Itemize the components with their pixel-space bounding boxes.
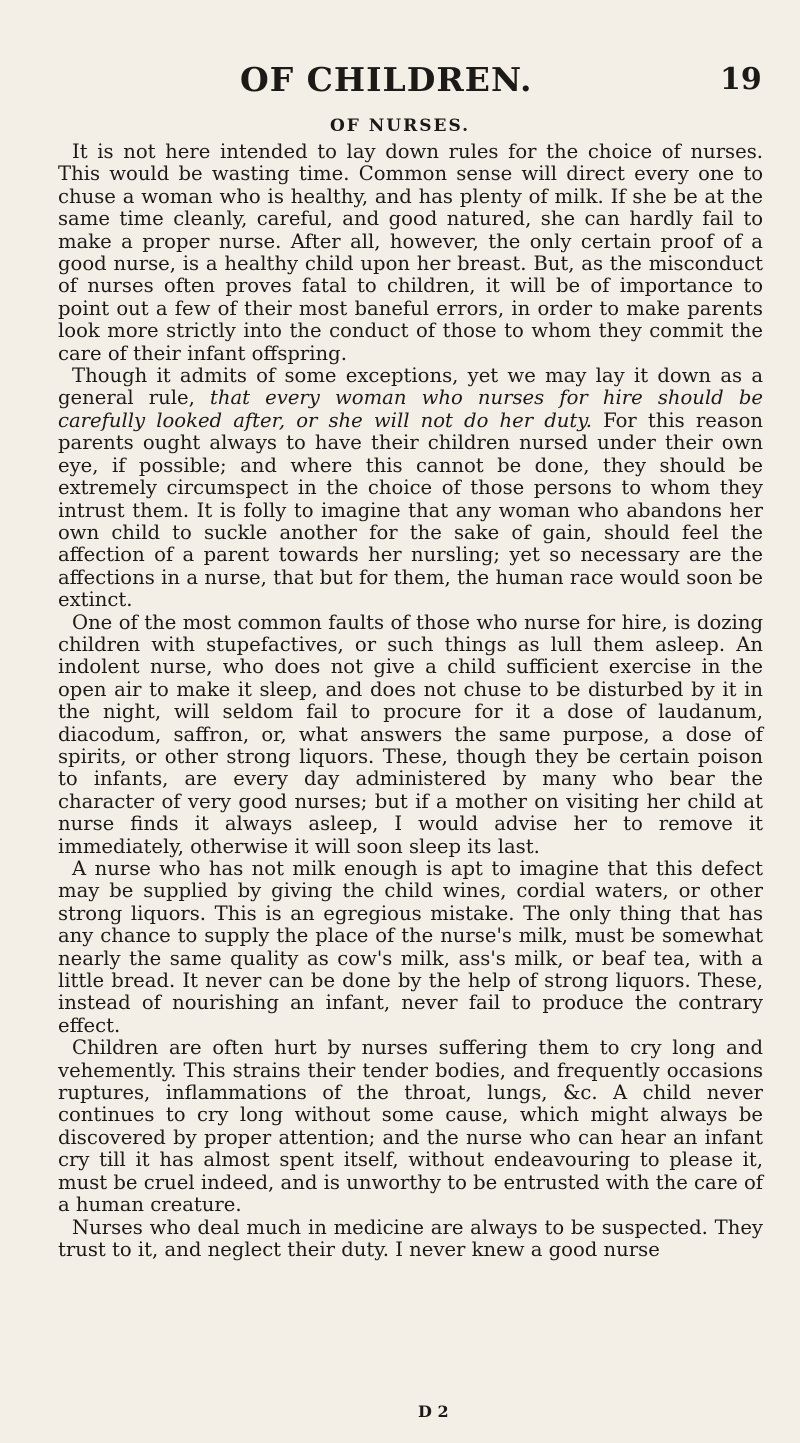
paragraph-choice-of-nurses (58, 141, 763, 365)
running-title: OF CHILDREN. (240, 60, 533, 99)
paragraph-text: One of the most common faults of those who nurse for hire, is dozing children with stupefactives, or such things as lull them asleep. An indolent nurse, who does not give a child sufficient exercise in the open air to make it sleep, and does not chuse to be disturbed by it in the night, will seldom fail to procure for it a dose of laudanum, diacodum, saffron, or, what answers the same purpose, a dose of spirits, or other strong liquors. These, though they be certain poison to infants, are every day administered by many who bear the character of very good nurses; but if a mother on visiting her child at nurse finds it always asleep, I would advise her to remove it immediately, otherwise it will soon sleep its last. (58, 610, 763, 858)
body-text (58, 141, 763, 1261)
paragraph-text: Though it admits of some exceptions, yet we may lay it down as a general rule, (58, 364, 763, 410)
italic-maxim: that every woman who nurses for hire should be carefully looked after, or she will not do her duty. (58, 386, 763, 432)
paragraph-nurses-for-hire (58, 365, 763, 611)
running-header (0, 60, 800, 100)
page-number: 19 (720, 62, 762, 97)
paragraph-text: It is not here intended to lay down rules for the choice of nurses. This would be wasting time. Common sense will direct every one to chuse a woman who is healthy, and has plenty of milk. If she be at the same time cleanly, careful, and good natured, she can hardly fail to make a proper nurse. After all, however, the only certain proof of a good nurse, is a healthy child upon her breast. But, as the misconduct of nurses often proves fatal to children, it will be of importance to point out a few of their most baneful errors, in order to make parents look more strictly into the conduct of those to whom they commit the care of their infant offspring. (58, 140, 763, 365)
paragraph-text: A nurse who has not milk enough is apt to imagine that this defect may be supplied by giving the child wines, cordial waters, or other strong liquors. This is an egregious mistake. The only thing that has any chance to supply the place of the nurse's milk, must be somewhat nearly the same quality as cow's milk, ass's milk, or beaf tea, with a little bread. It never can be done by the help of strong liquors. These, instead of nourishing an infant, never fail to produce the contrary effect. (58, 857, 763, 1037)
paragraph-stupefactives (58, 612, 763, 858)
paragraph-text: Children are often hurt by nurses suffering them to cry long and vehemently. This strains their tender bodies, and frequently occasions ruptures, inflammations of the throat, lungs, &c. A child never continues to cry long without some cause, which might always be discovered by proper attention; and the nurse who can hear an infant cry till it has almost spent itself, without endeavouring to please it, must be cruel indeed, and is unworthy to be entrusted with the care of a human creature. (58, 1036, 763, 1217)
paragraph-strong-liquors (58, 858, 763, 1037)
section-heading: OF NURSES. (329, 116, 471, 136)
signature-mark: D 2 (418, 1402, 449, 1421)
paragraph-crying-children (58, 1037, 763, 1216)
paragraph-text: For this reason parents ought always to have their children nursed under their own eye, if possible; and where this cannot be done, they should be extremely circumspect in the choice of those persons to whom they intrust them. It is folly to imagine that any woman who abandons her own child to suckle another for the sake of gain, should feel the affection of a parent towards her nursling; yet so necessary are the affections in a nurse, that but for them, the human race would soon be extinct. (58, 408, 763, 612)
paragraph-medicine (58, 1217, 763, 1262)
paragraph-text: Nurses who deal much in medicine are always to be suspected. They trust to it, and neglect their duty. I never knew a good nurse (58, 1215, 763, 1261)
